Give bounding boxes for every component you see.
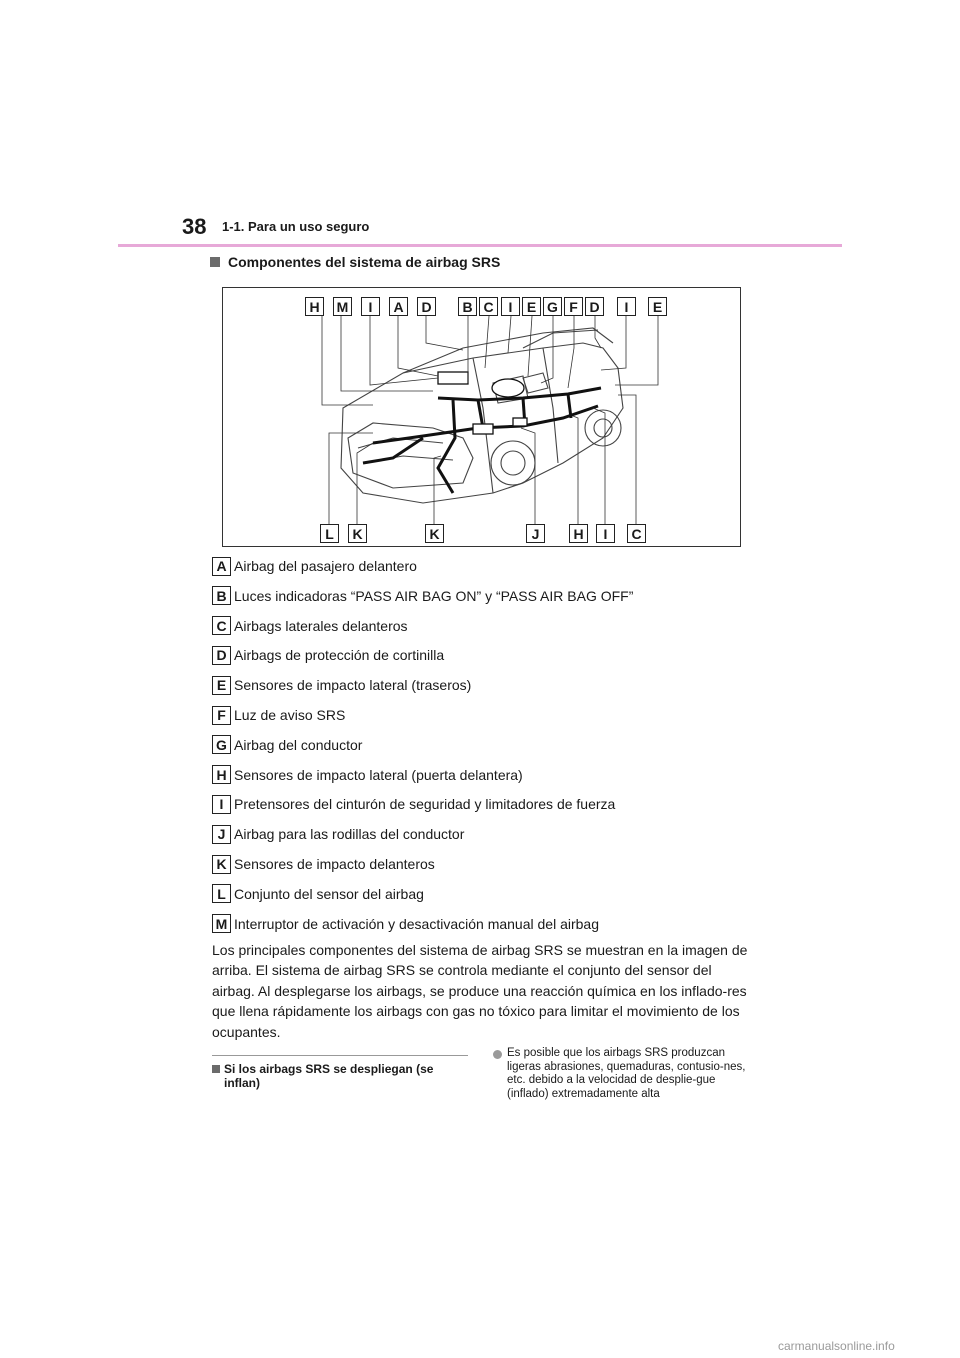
legend-text: Airbags de protección de cortinilla: [234, 647, 445, 664]
legend-item: [212, 882, 772, 906]
legend-key: J: [212, 825, 231, 844]
legend-text: Airbag del conductor: [234, 736, 363, 753]
square-bullet-icon: [210, 257, 220, 267]
note-right-text: Es posible que los airbags SRS produzcan ligeras abrasiones, quemaduras, contusio-nes, etc. debido a la velocidad de desplie-gue (inflado) extremadamente alta: [507, 1047, 746, 1100]
note-title-text: Si los airbags SRS se despliegan (se inflan): [224, 1062, 434, 1090]
subsection-title-text: Componentes del sistema de airbag SRS: [228, 254, 501, 270]
watermark: carmanualsonline.info: [778, 1339, 895, 1353]
callout-top-3: I: [361, 297, 380, 316]
header-rule: [118, 244, 842, 247]
callout-top-1: H: [305, 297, 324, 316]
section-heading: 1-1. Para un uso seguro: [222, 219, 370, 234]
body-paragraph: Los principales componentes del sistema de airbag SRS se muestran en la imagen de arriba. El sistema de airbag SRS se controla mediante el conjunto del sensor del airbag. Al desplegarse los airbags, se produce una reacción química en los inflado-res que llena rápidamente los airbags con gas no tóxico para limitar el movimiento de los ocupantes.: [212, 942, 748, 1040]
legend-text: Luz de aviso SRS: [234, 707, 346, 723]
callout-bottom-3: K: [425, 524, 444, 543]
legend-key: D: [212, 646, 231, 665]
legend-item: [212, 643, 772, 667]
legend-key: I: [212, 795, 231, 814]
legend-item: [212, 912, 772, 936]
legend-key: G: [212, 735, 231, 754]
legend-text: Airbags laterales delanteros: [234, 617, 408, 634]
round-bullet-icon: [493, 1050, 502, 1059]
legend-key: K: [212, 855, 231, 874]
callout-bottom-2: K: [348, 524, 367, 543]
callout-top-14: E: [648, 297, 667, 316]
callout-bottom-1: L: [320, 524, 339, 543]
callout-top-9: E: [522, 297, 541, 316]
legend-item: [212, 703, 772, 727]
note-title: [212, 1062, 468, 1090]
legend-key: F: [212, 706, 231, 725]
legend-key: C: [212, 616, 231, 635]
legend-item: [212, 822, 772, 846]
legend-key: H: [212, 765, 231, 784]
legend-key: E: [212, 676, 231, 695]
legend-item: [212, 792, 772, 816]
legend-item: [212, 614, 772, 638]
callout-top-6: B: [458, 297, 477, 316]
callout-bottom-7: C: [627, 524, 646, 543]
legend-text: Conjunto del sensor del airbag: [234, 885, 424, 902]
square-bullet-icon: [212, 1065, 220, 1073]
legend-text: Airbag del pasajero delantero: [234, 558, 417, 574]
legend-item: [212, 763, 772, 787]
note-left: [212, 1055, 468, 1090]
callout-top-8: I: [501, 297, 520, 316]
callout-top-7: C: [479, 297, 498, 316]
legend-item: [212, 584, 772, 608]
callout-top-11: F: [564, 297, 583, 316]
legend-text: Interruptor de activación y desactivación manual del airbag: [234, 915, 599, 932]
page-number: 38: [182, 214, 207, 239]
legend-item: [212, 733, 772, 757]
legend-key: A: [212, 557, 231, 576]
legend-text: Airbag para las rodillas del conductor: [234, 826, 465, 843]
legend-key: L: [212, 884, 231, 903]
callout-top-2: M: [333, 297, 352, 316]
legend-text: Pretensores del cinturón de seguridad y limitadores de fuerza: [234, 796, 616, 813]
callout-top-13: I: [617, 297, 636, 316]
legend-item: [212, 852, 772, 876]
legend-key: B: [212, 586, 231, 605]
callout-top-12: D: [585, 297, 604, 316]
note-rule: [212, 1055, 468, 1056]
note-right: [493, 1047, 755, 1101]
airbag-diagram: [222, 287, 741, 547]
car-illustration: [223, 288, 741, 547]
callout-bottom-4: J: [526, 524, 545, 543]
callout-bottom-5: H: [569, 524, 588, 543]
legend-text: Sensores de impacto lateral (puerta delantera): [234, 766, 523, 783]
legend-item: [212, 673, 772, 697]
callout-bottom-6: I: [596, 524, 615, 543]
legend-key: M: [212, 914, 231, 933]
legend-item: [212, 554, 772, 578]
callout-top-5: D: [417, 297, 436, 316]
legend-text: Sensores de impacto lateral (traseros): [234, 677, 472, 694]
callout-top-4: A: [389, 297, 408, 316]
legend-text: Luces indicadoras “PASS AIR BAG ON” y “PASS AIR BAG OFF”: [234, 587, 634, 604]
subsection-title: [210, 254, 500, 270]
legend-text: Sensores de impacto delanteros: [234, 856, 435, 872]
callout-top-10: G: [543, 297, 562, 316]
